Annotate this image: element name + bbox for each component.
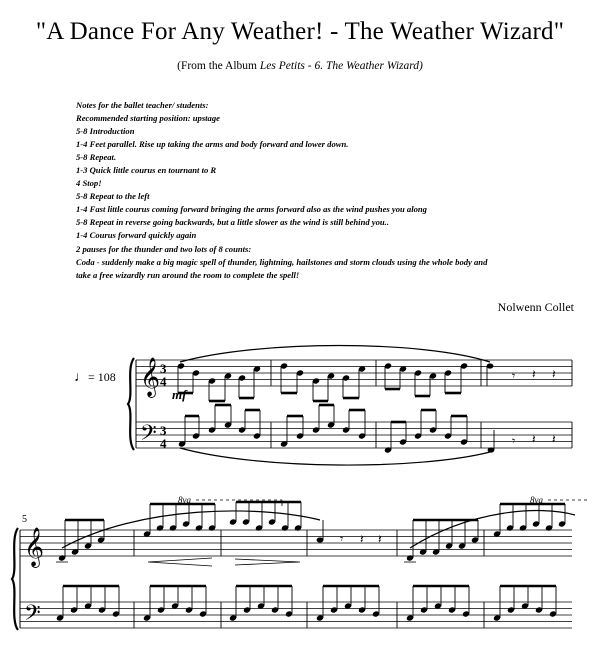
notehead (317, 537, 324, 542)
treble-clef-icon: 𝄞 (140, 357, 161, 397)
note-line: 1-4 Courus forward quickly again (76, 230, 197, 241)
measure-number: 5 (22, 514, 27, 525)
brace (12, 528, 18, 630)
note-line: 1-4 Feet parallel. Rise up taking the arms and body forward and lower down. (76, 139, 349, 150)
rest-icon: 𝄽 (360, 532, 364, 546)
rest-icon: 𝄾 (512, 434, 516, 448)
note-line: take a free wizardly run around the room to complete the spell! (76, 269, 300, 280)
brace (128, 358, 134, 450)
dynamic-marking: mf (172, 387, 187, 402)
composer-name: Nolwenn Collet (497, 300, 574, 314)
note-line: 5-8 Repeat to the left (76, 191, 150, 202)
subtitle-prefix: (From the Album (177, 60, 260, 72)
hairpin (235, 559, 300, 565)
rest-icon: 𝄽 (532, 367, 536, 381)
notehead (487, 363, 494, 368)
note-line: Notes for the ballet teacher/ students: (76, 100, 209, 110)
time-signature-top-bass: 3 (160, 423, 167, 438)
quarter-note-icon: ♩ (74, 370, 88, 385)
note-line: 5-8 Introduction (76, 126, 135, 137)
note-line: Coda - suddenly make a big magic spell of thunder, lightning, hailstones and storm clouds using the whole body and (76, 256, 488, 267)
bass-clef-icon: 𝄢 (24, 601, 41, 631)
slur (180, 448, 490, 465)
note-line: Recommended starting position: upstage (76, 113, 220, 124)
bass-clef-icon: 𝄢 (140, 421, 157, 451)
note-line: 1-3 Quick little courus en tournant to R (76, 165, 217, 176)
slur (180, 346, 490, 363)
album-name: Les Petits - 6. The Weather Wizard) (259, 60, 423, 72)
rest-icon: 𝄽 (378, 532, 382, 546)
rest-icon: 𝄽 (552, 367, 556, 381)
rest-icon: 𝄽 (552, 432, 556, 446)
treble-clef-icon: 𝄞 (24, 527, 45, 567)
time-signature-bottom-bass: 4 (160, 436, 167, 451)
rest-icon: 𝄾 (340, 532, 344, 546)
piece-title: "A Dance For Any Weather! - The Weather Wizard" (35, 18, 565, 45)
note-line: 4 Stop! (76, 178, 102, 189)
hairpin (148, 558, 212, 566)
ottava-mark: 8va (530, 495, 543, 505)
note-line: 5-8 Repeat in reverse going backwards, but a little slower as the wind is still behind you.. (76, 217, 389, 228)
note-line: 5-8 Repeat. (76, 152, 117, 163)
ottava-mark: 8va (178, 495, 191, 505)
time-signature-top: 3 (160, 361, 167, 376)
rest-icon: 𝄽 (532, 432, 536, 446)
tempo-value: = 108 (88, 370, 116, 384)
note-line: 1-4 Fast little courus coming forward bringing the arms forward also as the wind pushes you along (76, 204, 427, 215)
rest-icon: 𝄾 (512, 369, 516, 383)
time-signature-bottom: 4 (160, 374, 167, 389)
note-line: 2 pauses for the thunder and two lots of 8 counts: (76, 243, 252, 254)
